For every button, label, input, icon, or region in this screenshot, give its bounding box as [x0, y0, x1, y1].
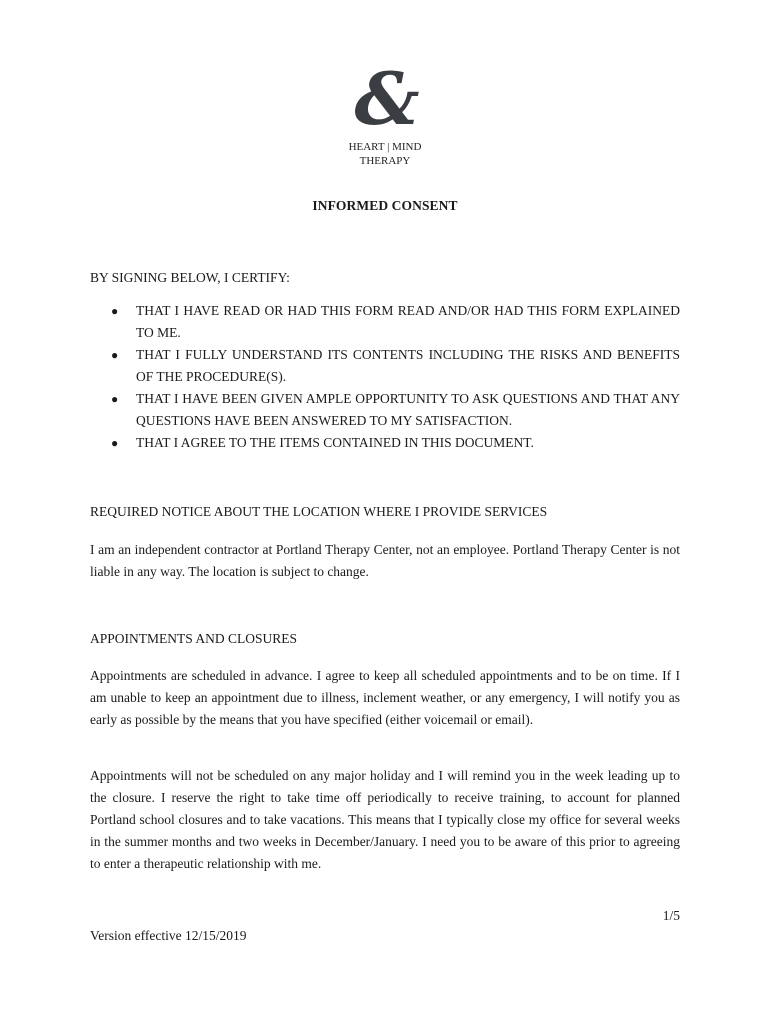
- bullet-dot-icon: ●: [111, 304, 119, 318]
- location-heading: REQUIRED NOTICE ABOUT THE LOCATION WHERE I PROVIDE SERVICES: [90, 504, 548, 519]
- list-item-text: THAT I HAVE BEEN GIVEN AMPLE OPPORTUNITY TO ASK QUESTIONS AND THAT ANY QUESTIONS HAVE BEEN ANSWERED TO MY SATISFACTION.: [136, 391, 680, 428]
- page-number: 1/5: [662, 908, 680, 923]
- list-item: [90, 388, 680, 432]
- appointments-paragraph-2: Appointments will not be scheduled on any major holiday and I will remind you in the week leading up to the closure. I reserve the right to take time off periodically to receive training, to account for planned Portland school closures and to take vacations. This means that I typically close my office for several weeks in the summer months and two weeks in December/January. I need you to be aware of this prior to agreeing to enter a therapeutic relationship with me.: [90, 768, 680, 871]
- svg-text:&: &: [354, 66, 420, 134]
- list-item-text: THAT I AGREE TO THE ITEMS CONTAINED IN THIS DOCUMENT.: [136, 435, 534, 450]
- brand-name: HEART | MIND: [348, 141, 422, 153]
- list-item-text: THAT I HAVE READ OR HAD THIS FORM READ AND/OR HAD THIS FORM EXPLAINED TO ME.: [136, 303, 680, 340]
- page-title: INFORMED CONSENT: [312, 198, 458, 213]
- list-item: [90, 432, 680, 454]
- certify-list: [90, 300, 680, 454]
- bullet-dot-icon: ●: [111, 348, 119, 362]
- version-footer: Version effective 12/15/2019: [90, 928, 247, 943]
- bullet-dot-icon: ●: [111, 436, 119, 450]
- brand-subtitle: THERAPY: [359, 155, 411, 167]
- list-item: [90, 300, 680, 344]
- ampersand-logo-icon: [354, 66, 420, 134]
- bullet-dot-icon: ●: [111, 392, 119, 406]
- appointments-heading: APPOINTMENTS AND CLOSURES: [90, 631, 298, 646]
- list-item-text: THAT I FULLY UNDERSTAND ITS CONTENTS INCLUDING THE RISKS AND BENEFITS OF THE PROCEDURE(S).: [136, 347, 680, 384]
- location-paragraph: I am an independent contractor at Portland Therapy Center, not an employee. Portland Therapy Center is not liable in any way. The location is subject to change.: [90, 542, 680, 579]
- certify-heading: BY SIGNING BELOW, I CERTIFY:: [90, 270, 290, 285]
- list-item: [90, 344, 680, 388]
- appointments-paragraph-1: Appointments are scheduled in advance. I agree to keep all scheduled appointments and to be on time. If I am unable to keep an appointment due to illness, inclement weather, or any emergency, I will notify you as early as possible by the means that you have specified (either voicemail or email).: [90, 668, 680, 727]
